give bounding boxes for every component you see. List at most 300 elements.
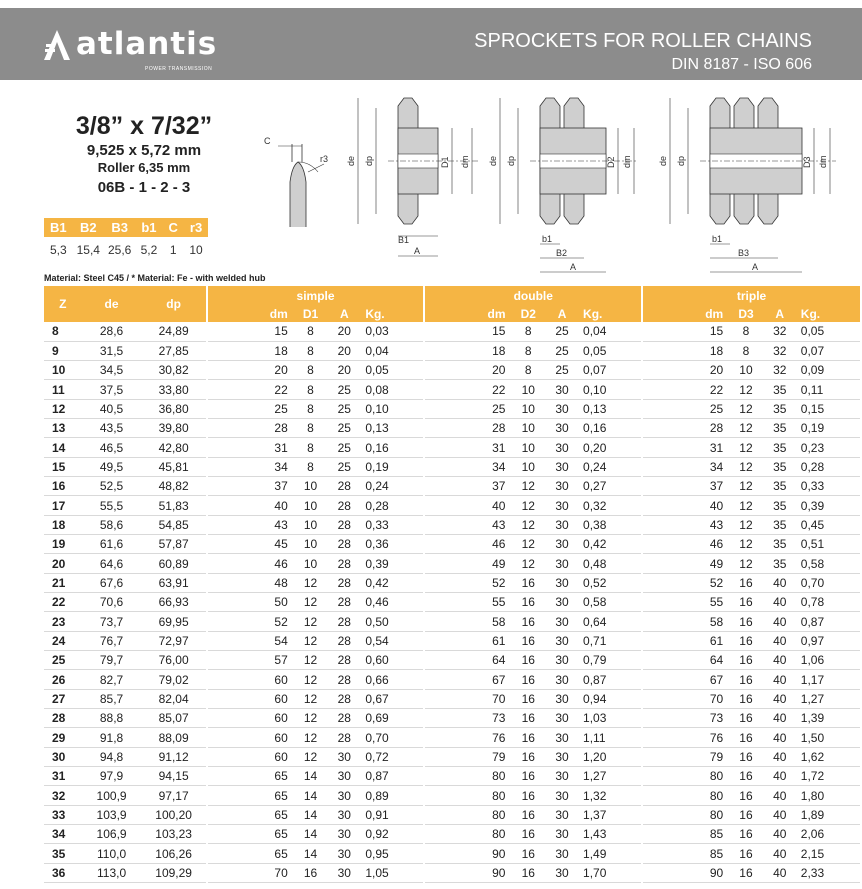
- cell-double-kg: 1,49: [577, 844, 642, 863]
- cell-triple-dm: 85: [642, 844, 727, 863]
- cell-dp: 48,82: [142, 477, 207, 496]
- cell-double-a: 30: [547, 419, 577, 438]
- cell-z: 25: [44, 651, 82, 670]
- cell-triple-dm: 70: [642, 689, 727, 708]
- cell-triple-kg: 0,97: [795, 631, 860, 650]
- cell-double-a: 30: [547, 670, 577, 689]
- cell-triple-a: 40: [765, 863, 795, 882]
- cell-triple-kg: 1,89: [795, 805, 860, 824]
- cell-double-kg: 1,43: [577, 825, 642, 844]
- cell-triple-d3: 12: [727, 380, 765, 399]
- cell-triple-d3: 16: [727, 825, 765, 844]
- param-header: b1: [135, 218, 162, 237]
- cell-triple-dm: 37: [642, 477, 727, 496]
- cell-simple-d1: 10: [292, 554, 330, 573]
- cell-z: 16: [44, 477, 82, 496]
- cell-z: 28: [44, 709, 82, 728]
- cell-simple-d1: 14: [292, 844, 330, 863]
- cell-double-dm: 37: [424, 477, 509, 496]
- cell-double-dm: 49: [424, 554, 509, 573]
- cell-double-a: 30: [547, 496, 577, 515]
- cell-z: 23: [44, 612, 82, 631]
- cell-double-a: 30: [547, 515, 577, 534]
- cell-z: 10: [44, 361, 82, 380]
- cell-double-dm: 80: [424, 767, 509, 786]
- cell-triple-dm: 31: [642, 438, 727, 457]
- cell-simple-d1: 12: [292, 747, 330, 766]
- cell-de: 37,5: [82, 380, 142, 399]
- table-row: [44, 341, 860, 360]
- cell-simple-kg: 0,19: [359, 457, 424, 476]
- table-row: [44, 380, 860, 399]
- cell-simple-d1: 8: [292, 438, 330, 457]
- cell-simple-kg: 0,33: [359, 515, 424, 534]
- cell-simple-dm: 65: [207, 767, 292, 786]
- cell-double-d2: 12: [509, 515, 547, 534]
- cell-double-d2: 16: [509, 689, 547, 708]
- cell-triple-d3: 12: [727, 457, 765, 476]
- cell-double-kg: 0,48: [577, 554, 642, 573]
- cell-simple-dm: 65: [207, 844, 292, 863]
- cell-z: 32: [44, 786, 82, 805]
- cell-triple-d3: 12: [727, 515, 765, 534]
- cell-triple-a: 40: [765, 612, 795, 631]
- cell-simple-d1: 8: [292, 419, 330, 438]
- cell-simple-d1: 8: [292, 341, 330, 360]
- cell-simple-a: 30: [329, 863, 359, 882]
- cell-triple-dm: 34: [642, 457, 727, 476]
- cell-double-d2: 10: [509, 399, 547, 418]
- cell-simple-dm: 40: [207, 496, 292, 515]
- cell-double-dm: 18: [424, 341, 509, 360]
- cell-triple-kg: 2,15: [795, 844, 860, 863]
- cell-triple-kg: 1,17: [795, 670, 860, 689]
- cell-triple-dm: 73: [642, 709, 727, 728]
- cell-triple-d3: 16: [727, 651, 765, 670]
- label-a: A: [570, 262, 577, 272]
- label-dm: dm: [622, 155, 632, 168]
- param-header: B3: [104, 218, 135, 237]
- cell-dp: 97,17: [142, 786, 207, 805]
- label-de: de: [346, 155, 356, 166]
- cell-double-a: 25: [547, 341, 577, 360]
- cell-simple-kg: 0,42: [359, 573, 424, 592]
- roller-size: Roller 6,35 mm: [97, 160, 191, 175]
- label-dm: dm: [818, 155, 828, 168]
- cell-simple-kg: 0,95: [359, 844, 424, 863]
- cell-simple-a: 28: [329, 728, 359, 747]
- cell-triple-a: 40: [765, 709, 795, 728]
- label-de: de: [658, 155, 668, 166]
- cell-triple-dm: 20: [642, 361, 727, 380]
- cell-z: 17: [44, 496, 82, 515]
- table-row: [44, 863, 860, 882]
- cell-simple-d1: 10: [292, 477, 330, 496]
- cell-triple-dm: 61: [642, 631, 727, 650]
- label-a: A: [414, 246, 421, 256]
- cell-double-kg: 1,11: [577, 728, 642, 747]
- cell-simple-kg: 0,28: [359, 496, 424, 515]
- cell-double-d2: 16: [509, 728, 547, 747]
- cell-simple-kg: 0,54: [359, 631, 424, 650]
- cell-z: 35: [44, 844, 82, 863]
- label-d3: D3: [802, 156, 812, 168]
- cell-triple-a: 40: [765, 670, 795, 689]
- material-note: Material: Steel C45 / * Material: Fe - with welded hub: [44, 273, 266, 283]
- cell-de: 49,5: [82, 457, 142, 476]
- chain-size-inch: 3/8” x 7/32”: [75, 112, 213, 140]
- cell-simple-d1: 14: [292, 805, 330, 824]
- cell-triple-kg: 0,09: [795, 361, 860, 380]
- cell-dp: 63,91: [142, 573, 207, 592]
- cell-triple-dm: 58: [642, 612, 727, 631]
- cell-simple-dm: 20: [207, 361, 292, 380]
- header-band: [0, 8, 862, 80]
- cell-dp: 94,15: [142, 767, 207, 786]
- cell-de: 55,5: [82, 496, 142, 515]
- cell-double-dm: 73: [424, 709, 509, 728]
- cell-z: 9: [44, 341, 82, 360]
- param-value: 10: [189, 243, 203, 257]
- cell-simple-d1: 12: [292, 612, 330, 631]
- triple-sprocket-diagram: [660, 96, 840, 280]
- header-d3: D3: [727, 305, 765, 322]
- cell-simple-a: 30: [329, 805, 359, 824]
- cell-de: 46,5: [82, 438, 142, 457]
- cell-simple-a: 28: [329, 496, 359, 515]
- cell-double-d2: 16: [509, 651, 547, 670]
- cell-simple-a: 20: [329, 322, 359, 341]
- cell-double-a: 30: [547, 399, 577, 418]
- label-b2: B2: [556, 248, 568, 258]
- cell-simple-dm: 57: [207, 651, 292, 670]
- cell-simple-dm: 37: [207, 477, 292, 496]
- param-value: 15,4: [76, 243, 100, 257]
- cell-double-a: 30: [547, 805, 577, 824]
- cell-triple-d3: 12: [727, 438, 765, 457]
- cell-simple-d1: 10: [292, 535, 330, 554]
- table-row: [44, 767, 860, 786]
- cell-double-a: 30: [547, 438, 577, 457]
- cell-simple-dm: 60: [207, 747, 292, 766]
- standard-label: DIN 8187 - ISO 606: [671, 56, 812, 73]
- cell-simple-kg: 0,39: [359, 554, 424, 573]
- cell-simple-kg: 0,72: [359, 747, 424, 766]
- cell-triple-d3: 16: [727, 728, 765, 747]
- cell-simple-kg: 0,24: [359, 477, 424, 496]
- cell-triple-a: 35: [765, 554, 795, 573]
- cell-double-a: 30: [547, 573, 577, 592]
- cell-simple-a: 20: [329, 341, 359, 360]
- header-d1: D1: [292, 305, 330, 322]
- cell-double-a: 30: [547, 863, 577, 882]
- cell-simple-kg: 0,08: [359, 380, 424, 399]
- cell-double-dm: 79: [424, 747, 509, 766]
- cell-double-dm: 25: [424, 399, 509, 418]
- tooth-profile-diagram: [258, 132, 338, 232]
- cell-simple-d1: 12: [292, 728, 330, 747]
- cell-double-kg: 0,16: [577, 419, 642, 438]
- cell-simple-dm: 34: [207, 457, 292, 476]
- cell-simple-kg: 0,16: [359, 438, 424, 457]
- cell-double-dm: 31: [424, 438, 509, 457]
- table-row: [44, 515, 860, 534]
- brand-name: atlantis: [76, 26, 218, 62]
- cell-triple-kg: 1,50: [795, 728, 860, 747]
- cell-triple-a: 35: [765, 399, 795, 418]
- cell-double-kg: 0,52: [577, 573, 642, 592]
- table-row: [44, 612, 860, 631]
- cell-z: 21: [44, 573, 82, 592]
- cell-double-kg: 0,10: [577, 380, 642, 399]
- cell-simple-a: 25: [329, 399, 359, 418]
- param-header: B2: [73, 218, 104, 237]
- cell-simple-a: 28: [329, 535, 359, 554]
- cell-de: 34,5: [82, 361, 142, 380]
- cell-simple-a: 25: [329, 457, 359, 476]
- cell-double-dm: 22: [424, 380, 509, 399]
- table-row: [44, 651, 860, 670]
- cell-triple-kg: 0,78: [795, 593, 860, 612]
- cell-double-dm: 80: [424, 825, 509, 844]
- cell-triple-d3: 16: [727, 670, 765, 689]
- label-d2: D2: [606, 156, 616, 168]
- cell-triple-d3: 12: [727, 535, 765, 554]
- cell-double-kg: 0,38: [577, 515, 642, 534]
- simple-sprocket-diagram: [348, 96, 488, 266]
- cell-double-dm: 58: [424, 612, 509, 631]
- cell-triple-kg: 0,07: [795, 341, 860, 360]
- cell-dp: 72,97: [142, 631, 207, 650]
- cell-double-dm: 55: [424, 593, 509, 612]
- cell-simple-dm: 65: [207, 825, 292, 844]
- cell-double-d2: 10: [509, 419, 547, 438]
- cell-de: 73,7: [82, 612, 142, 631]
- cell-triple-dm: 15: [642, 322, 727, 341]
- cell-dp: 76,00: [142, 651, 207, 670]
- cell-triple-d3: 16: [727, 709, 765, 728]
- cell-de: 91,8: [82, 728, 142, 747]
- cell-double-a: 30: [547, 554, 577, 573]
- cell-triple-kg: 0,45: [795, 515, 860, 534]
- cell-double-d2: 12: [509, 535, 547, 554]
- param-header: B1: [44, 218, 73, 237]
- cell-simple-kg: 0,91: [359, 805, 424, 824]
- cell-double-d2: 12: [509, 496, 547, 515]
- cell-simple-kg: 0,04: [359, 341, 424, 360]
- cell-simple-d1: 12: [292, 573, 330, 592]
- cell-triple-dm: 49: [642, 554, 727, 573]
- cell-double-a: 30: [547, 593, 577, 612]
- cell-simple-a: 28: [329, 689, 359, 708]
- cell-double-kg: 1,70: [577, 863, 642, 882]
- cell-double-d2: 16: [509, 767, 547, 786]
- table-row: [44, 399, 860, 418]
- page-title: SPROCKETS FOR ROLLER CHAINS: [474, 30, 812, 52]
- label-c: C: [264, 136, 271, 146]
- cell-simple-kg: 0,92: [359, 825, 424, 844]
- param-header: C: [163, 218, 184, 237]
- label-dm: dm: [460, 155, 470, 168]
- sprocket-table: [44, 286, 860, 883]
- cell-simple-kg: 0,70: [359, 728, 424, 747]
- cell-de: 61,6: [82, 535, 142, 554]
- cell-simple-a: 20: [329, 361, 359, 380]
- cell-de: 76,7: [82, 631, 142, 650]
- cell-triple-a: 40: [765, 844, 795, 863]
- cell-double-kg: 1,27: [577, 767, 642, 786]
- cell-triple-a: 35: [765, 419, 795, 438]
- cell-triple-a: 35: [765, 515, 795, 534]
- cell-simple-kg: 0,69: [359, 709, 424, 728]
- cell-simple-a: 25: [329, 419, 359, 438]
- cell-triple-a: 32: [765, 361, 795, 380]
- cell-simple-dm: 65: [207, 786, 292, 805]
- cell-double-a: 30: [547, 786, 577, 805]
- cell-dp: 54,85: [142, 515, 207, 534]
- cell-double-d2: 10: [509, 438, 547, 457]
- param-value: 1: [169, 243, 177, 257]
- cell-double-dm: 80: [424, 805, 509, 824]
- cell-simple-a: 30: [329, 786, 359, 805]
- table-row: [44, 593, 860, 612]
- cell-dp: 42,80: [142, 438, 207, 457]
- cell-dp: 106,26: [142, 844, 207, 863]
- cell-double-kg: 0,24: [577, 457, 642, 476]
- cell-double-a: 30: [547, 535, 577, 554]
- cell-double-kg: 0,27: [577, 477, 642, 496]
- cell-triple-kg: 0,15: [795, 399, 860, 418]
- cell-double-d2: 10: [509, 380, 547, 399]
- cell-simple-dm: 50: [207, 593, 292, 612]
- cell-triple-a: 35: [765, 535, 795, 554]
- cell-triple-kg: 0,33: [795, 477, 860, 496]
- cell-double-kg: 0,04: [577, 322, 642, 341]
- cell-simple-a: 28: [329, 573, 359, 592]
- cell-simple-dm: 46: [207, 554, 292, 573]
- cell-triple-d3: 16: [727, 844, 765, 863]
- cell-triple-dm: 85: [642, 825, 727, 844]
- cell-de: 43,5: [82, 419, 142, 438]
- cell-dp: 66,93: [142, 593, 207, 612]
- cell-dp: 36,80: [142, 399, 207, 418]
- cell-z: 22: [44, 593, 82, 612]
- label-b1: B1: [398, 235, 410, 245]
- cell-triple-a: 40: [765, 593, 795, 612]
- cell-triple-dm: 67: [642, 670, 727, 689]
- cell-simple-a: 28: [329, 554, 359, 573]
- cell-double-d2: 8: [509, 322, 547, 341]
- cell-simple-a: 28: [329, 515, 359, 534]
- cell-simple-dm: 48: [207, 573, 292, 592]
- cell-simple-a: 30: [329, 825, 359, 844]
- cell-z: 13: [44, 419, 82, 438]
- cell-simple-kg: 0,10: [359, 399, 424, 418]
- cell-double-dm: 64: [424, 651, 509, 670]
- cell-simple-d1: 12: [292, 593, 330, 612]
- table-row: [44, 361, 860, 380]
- table-row: [44, 631, 860, 650]
- cell-triple-a: 35: [765, 477, 795, 496]
- table-row: [44, 709, 860, 728]
- cell-simple-d1: 14: [292, 786, 330, 805]
- cell-triple-kg: 0,70: [795, 573, 860, 592]
- cell-de: 64,6: [82, 554, 142, 573]
- cell-double-a: 30: [547, 728, 577, 747]
- header-a: A: [547, 305, 577, 322]
- cell-triple-d3: 10: [727, 361, 765, 380]
- cell-double-kg: 0,58: [577, 593, 642, 612]
- cell-simple-kg: 1,05: [359, 863, 424, 882]
- cell-simple-a: 25: [329, 438, 359, 457]
- cell-double-dm: 43: [424, 515, 509, 534]
- cell-dp: 100,20: [142, 805, 207, 824]
- cell-triple-d3: 16: [727, 593, 765, 612]
- cell-double-dm: 20: [424, 361, 509, 380]
- cell-triple-d3: 16: [727, 573, 765, 592]
- cell-simple-a: 28: [329, 612, 359, 631]
- cell-triple-d3: 8: [727, 341, 765, 360]
- cell-triple-dm: 28: [642, 419, 727, 438]
- table-row: [44, 573, 860, 592]
- cell-triple-dm: 90: [642, 863, 727, 882]
- cell-triple-kg: 2,33: [795, 863, 860, 882]
- cell-double-dm: 61: [424, 631, 509, 650]
- cell-triple-a: 35: [765, 380, 795, 399]
- cell-simple-dm: 15: [207, 322, 292, 341]
- cell-triple-d3: 16: [727, 805, 765, 824]
- cell-triple-dm: 52: [642, 573, 727, 592]
- cell-simple-dm: 60: [207, 670, 292, 689]
- cell-triple-dm: 43: [642, 515, 727, 534]
- header-dm: dm: [207, 305, 292, 322]
- cell-triple-d3: 12: [727, 496, 765, 515]
- cell-triple-dm: 64: [642, 651, 727, 670]
- cell-z: 12: [44, 399, 82, 418]
- cell-simple-d1: 10: [292, 515, 330, 534]
- cell-double-dm: 15: [424, 322, 509, 341]
- cell-double-dm: 67: [424, 670, 509, 689]
- header-dp: dp: [142, 286, 207, 322]
- table-row: [44, 825, 860, 844]
- table-row: [44, 554, 860, 573]
- label-dp: dp: [506, 155, 516, 166]
- cell-triple-d3: 12: [727, 477, 765, 496]
- cell-triple-kg: 1,72: [795, 767, 860, 786]
- cell-double-a: 30: [547, 767, 577, 786]
- cell-de: 58,6: [82, 515, 142, 534]
- cell-simple-kg: 0,89: [359, 786, 424, 805]
- cell-dp: 51,83: [142, 496, 207, 515]
- cell-double-d2: 16: [509, 593, 547, 612]
- cell-double-d2: 8: [509, 341, 547, 360]
- cell-z: 24: [44, 631, 82, 650]
- cell-double-kg: 1,03: [577, 709, 642, 728]
- cell-dp: 69,95: [142, 612, 207, 631]
- cell-triple-a: 40: [765, 767, 795, 786]
- header-group-double: double: [424, 286, 642, 305]
- cell-double-dm: 40: [424, 496, 509, 515]
- label-de: de: [488, 155, 498, 166]
- cell-double-d2: 16: [509, 844, 547, 863]
- cell-simple-d1: 8: [292, 322, 330, 341]
- table-row: [44, 535, 860, 554]
- cell-double-a: 30: [547, 844, 577, 863]
- cell-double-kg: 1,20: [577, 747, 642, 766]
- label-dp: dp: [364, 155, 374, 166]
- cell-simple-a: 30: [329, 767, 359, 786]
- header-a: A: [329, 305, 359, 322]
